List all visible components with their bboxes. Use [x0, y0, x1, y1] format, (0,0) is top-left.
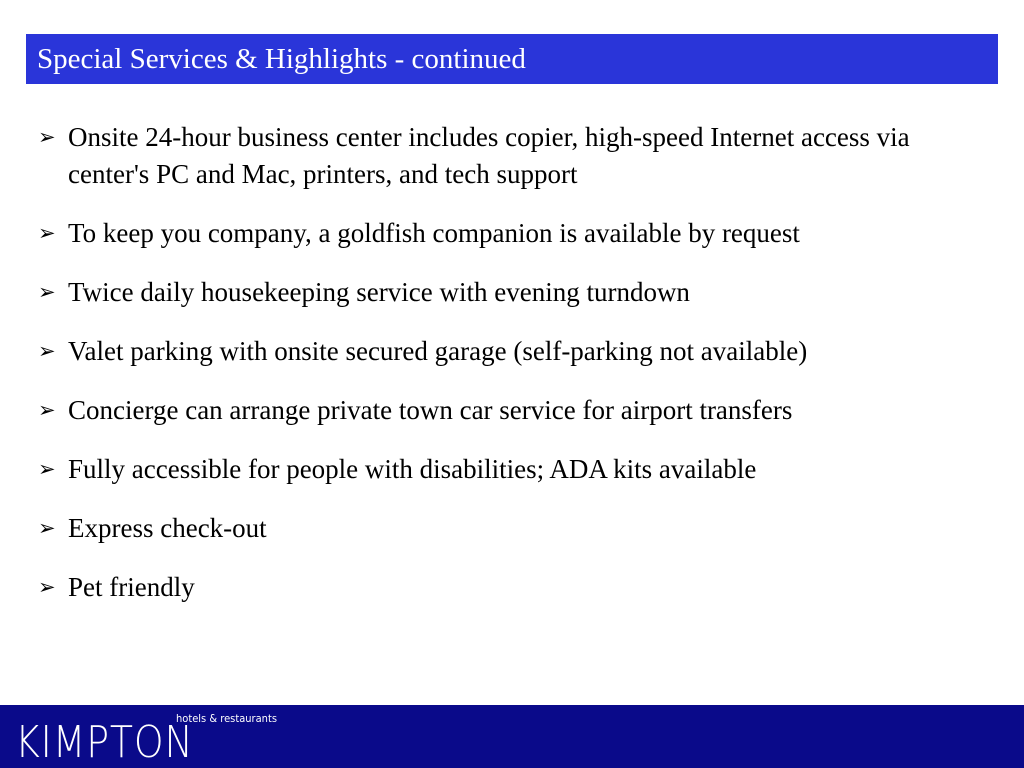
list-item — [38, 119, 988, 193]
list-item-text: Concierge can arrange private town car service for airport transfers — [68, 395, 793, 425]
list-item — [38, 215, 988, 252]
arrow-bullet-icon: ➢ — [38, 516, 56, 540]
logo-tagline: hotels & restaurants — [176, 712, 278, 725]
kimpton-logo — [15, 719, 223, 768]
list-item-text: Pet friendly — [68, 572, 195, 602]
title-bar — [26, 34, 998, 84]
list-item — [38, 451, 988, 488]
arrow-bullet-icon: ➢ — [38, 280, 56, 304]
list-item — [38, 569, 988, 606]
arrow-bullet-icon: ➢ — [38, 339, 56, 363]
bullet-list — [38, 119, 988, 628]
list-item — [38, 333, 988, 370]
slide-title: Special Services & Highlights - continued — [37, 43, 526, 75]
list-item-text: Express check-out — [68, 513, 267, 543]
list-item-text: Valet parking with onsite secured garage (self-parking not available) — [68, 336, 808, 366]
arrow-bullet-icon: ➢ — [38, 575, 56, 599]
list-item-text: Twice daily housekeeping service with evening turndown — [68, 277, 690, 307]
arrow-bullet-icon: ➢ — [38, 457, 56, 481]
list-item-text: Onsite 24-hour business center includes copier, high-speed Internet access via center's PC and Mac, printers, and tech support — [68, 122, 910, 189]
list-item — [38, 392, 988, 429]
list-item — [38, 510, 988, 547]
list-item — [38, 274, 988, 311]
logo-wordmark: KIMPTON — [15, 719, 194, 768]
arrow-bullet-icon: ➢ — [38, 125, 56, 149]
arrow-bullet-icon: ➢ — [38, 398, 56, 422]
list-item-text: To keep you company, a goldfish companion is available by request — [68, 218, 800, 248]
arrow-bullet-icon: ➢ — [38, 221, 56, 245]
list-item-text: Fully accessible for people with disabilities; ADA kits available — [68, 454, 757, 484]
